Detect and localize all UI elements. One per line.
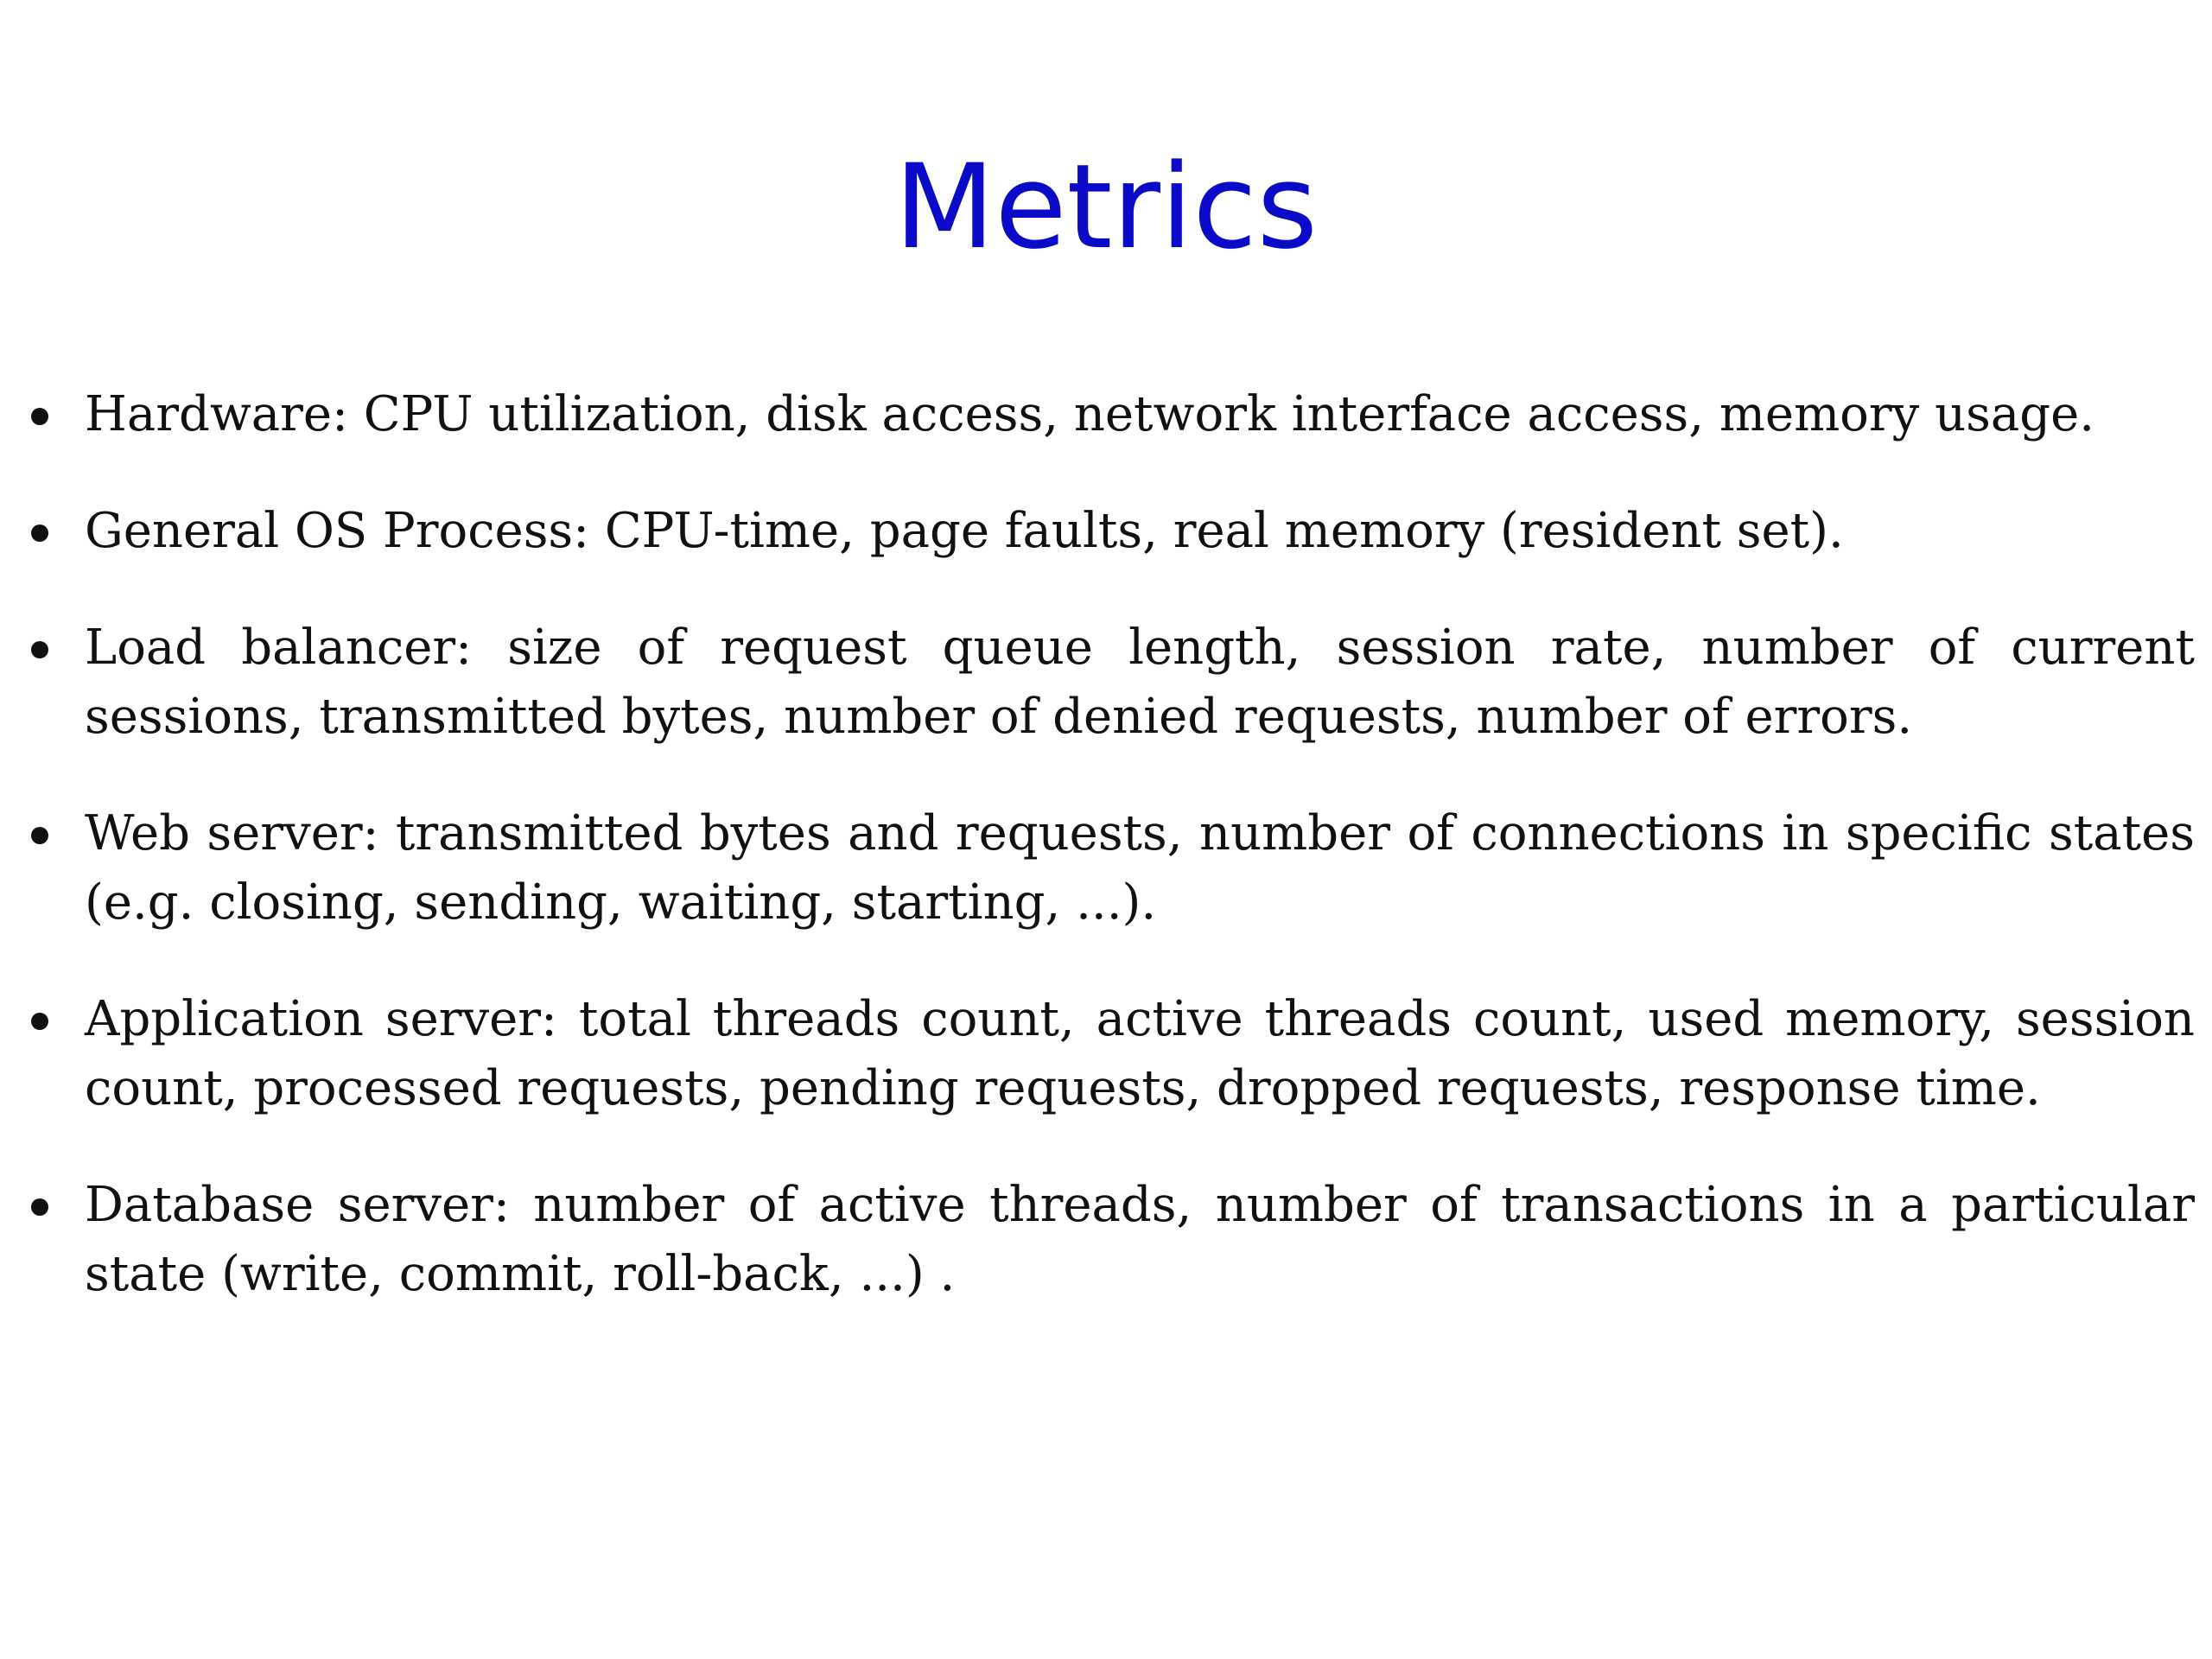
list-item-web-server (26, 799, 2195, 938)
bullet-icon (31, 408, 48, 425)
bullet-text: Load balancer: size of request queue length, session rate, number of current sessions, transmitted bytes, number of denied requests, number of errors. (85, 620, 2195, 745)
list-item-load-balancer (26, 613, 2195, 752)
bullet-list (26, 380, 2195, 1357)
bullet-icon (31, 641, 48, 658)
slide-title: Metrics (893, 139, 1319, 275)
bullet-text: General OS Process: CPU-time, page faults, real memory (resident set). (85, 503, 1844, 559)
list-item-general-os-process (26, 497, 2195, 566)
bullet-icon (31, 827, 48, 844)
list-item-database-server (26, 1171, 2195, 1309)
bullet-icon (31, 1198, 48, 1216)
bullet-text: Web server: transmitted bytes and requests, number of connections in specific states (e.g. closing, sending, waiting, starting, ...). (85, 805, 2195, 931)
bullet-text: Hardware: CPU utilization, disk access, network interface access, memory usage. (85, 386, 2095, 442)
bullet-icon (31, 1013, 48, 1030)
list-item-hardware (26, 380, 2195, 449)
bullet-icon (31, 524, 48, 542)
list-item-application-server (26, 985, 2195, 1123)
bullet-text: Database server: number of active threads, number of transactions in a particular state (write, commit, roll-back, ...) . (85, 1177, 2195, 1302)
bullet-text: Application server: total threads count, active threads count, used memory, session count, processed requests, pending requests, dropped requests, response time. (85, 991, 2195, 1116)
